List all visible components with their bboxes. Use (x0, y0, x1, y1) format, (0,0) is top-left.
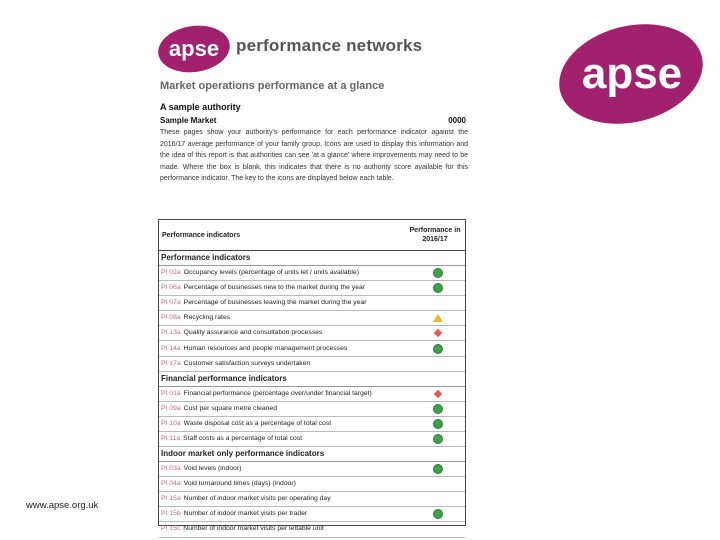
indicator-label: Financial performance (percentage over/under financial target) (183, 389, 372, 397)
green-circle-icon (433, 464, 443, 474)
indicator-code: PI 15b (161, 510, 181, 518)
indicator-label: Occupancy levels (percentage of units let / units available) (183, 269, 359, 277)
indicator-label: Cost per square metre cleaned (183, 404, 277, 412)
indicator-label: Human resources and people management processes (183, 344, 348, 352)
table-row (159, 462, 465, 477)
indicator-code: PI 09a (161, 404, 181, 412)
performance-table (158, 219, 466, 533)
report-intro (160, 80, 468, 185)
indicator-code: PI 11a (161, 434, 181, 442)
table-body (159, 251, 465, 538)
table-row (159, 417, 465, 432)
indicator-label: Percentage of businesses leaving the market during the year (183, 299, 367, 307)
red-diamond-icon (434, 389, 442, 397)
table-row (159, 492, 465, 507)
table-header (159, 220, 465, 251)
intro-paragraph: These pages show your authority's performance for each performance indicator against the 2016/17 average performance of your family group. Icons are used to display this information and the idea of this report is that authorities can see 'at a glance' where improvements may need to be made. Where the box is blank, this indicates that there is no authority score available for this performance indicator. The key to the icons are displayed below each table. (160, 129, 468, 182)
indicator-label: Customer satisfaction surveys undertaken (183, 359, 311, 367)
performance-cell (411, 330, 465, 336)
indicator-label: Number of indoor market visits per lettable unit (183, 525, 324, 533)
footer-url[interactable]: www.apse.org.uk (26, 500, 99, 511)
indicator-code: PI 14a (161, 344, 181, 352)
apse-logo-small (157, 24, 231, 74)
green-circle-icon (433, 509, 443, 519)
indicator-label: Recycling rates (183, 314, 231, 322)
section-heading: Financial performance indicators (159, 372, 465, 387)
table-row (159, 432, 465, 447)
market-code: 0000 (448, 116, 466, 125)
performance-cell (411, 283, 465, 293)
network-title: performance networks (236, 36, 423, 55)
indicator-code: PI 17a (161, 359, 181, 367)
performance-cell (411, 391, 465, 397)
green-circle-icon (433, 434, 443, 444)
indicator-code: PI 02a (161, 269, 181, 277)
indicator-label: Number of indoor market visits per trader (183, 510, 308, 518)
table-row (159, 477, 465, 492)
apse-logo-small-text: apse (168, 36, 220, 61)
apse-logo-large (556, 22, 706, 126)
indicator-code: PI 04a (161, 480, 181, 488)
green-circle-icon (433, 283, 443, 293)
market-row (160, 116, 468, 125)
performance-cell (411, 404, 465, 414)
section-heading: Indoor market only performance indicators (159, 447, 465, 462)
indicator-label: Staff costs as a percentage of total cost (183, 434, 303, 442)
indicator-label: Void levels (indoor) (183, 465, 242, 473)
table-row (159, 341, 465, 356)
indicator-code: PI 03a (161, 465, 181, 473)
indicator-code: PI 13a (161, 329, 181, 337)
indicator-code: PI 06a (161, 284, 181, 292)
indicator-code: PI 10a (161, 419, 181, 427)
indicator-code: PI 15c (161, 525, 181, 533)
table-row (159, 507, 465, 522)
amber-triangle-icon (433, 314, 443, 322)
table-row (159, 266, 465, 281)
indicator-code: PI 07a (161, 299, 181, 307)
report-title: Market operations performance at a glance (160, 80, 385, 92)
performance-cell (411, 464, 465, 474)
indicator-label: Void turnaround times (days) (indoor) (183, 480, 296, 488)
col-indicators: Performance indicators (162, 231, 241, 239)
table-row (159, 326, 465, 341)
table-row (159, 387, 465, 402)
green-circle-icon (433, 419, 443, 429)
performance-cell (411, 434, 465, 444)
red-diamond-icon (434, 329, 442, 337)
indicator-label: Percentage of businesses new to the market during the year (183, 284, 366, 292)
indicator-label: Waste disposal cost as a percentage of total cost (183, 419, 332, 427)
indicator-label: Number of indoor market visits per operating day (183, 495, 331, 503)
indicator-code: PI 15a (161, 495, 181, 503)
table-row (159, 522, 465, 537)
market-name: Sample Market (160, 116, 217, 125)
green-circle-icon (433, 404, 443, 414)
performance-cell (411, 509, 465, 519)
table-row (159, 281, 465, 296)
table-row (159, 402, 465, 417)
table-row (159, 311, 465, 326)
performance-cell (411, 419, 465, 429)
green-circle-icon (433, 268, 443, 278)
green-circle-icon (433, 344, 443, 354)
performance-cell (411, 314, 465, 322)
authority-name: A sample authority (160, 102, 241, 112)
apse-logo-large-text: apse (581, 49, 683, 98)
table-row (159, 357, 465, 372)
indicator-code: PI 08a (161, 314, 181, 322)
section-heading: Performance indicators (159, 251, 465, 266)
indicator-label: Quality assurance and consultation processes (183, 329, 323, 337)
performance-cell (411, 268, 465, 278)
performance-cell (411, 344, 465, 354)
col-performance: Performance in 2016/17 (409, 227, 461, 243)
indicator-code: PI 01a (161, 389, 181, 397)
table-row (159, 296, 465, 311)
